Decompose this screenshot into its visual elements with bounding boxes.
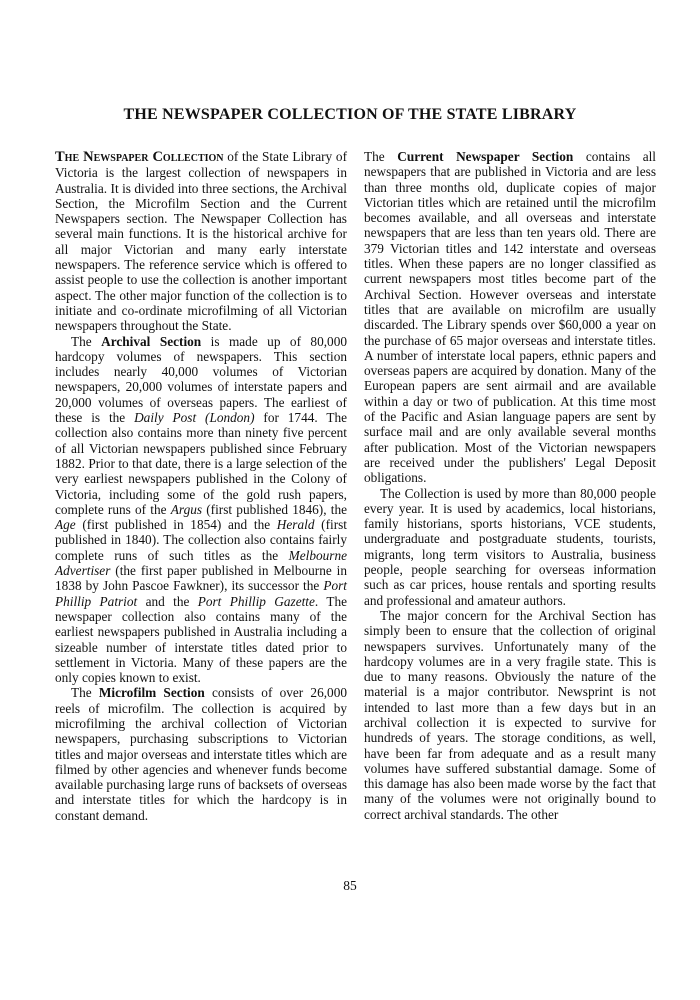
italic-title-melbourne-advertiser: Melbourne Advertiser [55,547,347,579]
text-run: . The newspaper collection also contains many of the earliest newspapers published in Australia including a sizeable number of interstate titles dated prior to settlement in Victoria. Many of these papers are the only copies known to exist. [55,593,347,686]
text-run: is made up of 80,000 hardcopy volumes of newspapers. This section includes nearly 40,000 volumes of Victorian newspapers, 20,000 volumes of interstate papers and 20,000 volumes of overseas papers. The earliest of these is the [55,333,348,426]
text-run: (first published 1846), the [202,501,347,517]
text-run: (first published in 1854) and the [75,517,277,533]
italic-title-argus: Argus [170,501,203,517]
italic-title-port-phillip-gazette: Port Phillip Gazette [197,593,315,609]
paragraph-collection-usage: The Collection is used by more than 80,000 people every year. It is used by academics, local historians, family historians, sports historians, VCE students, undergraduate and postgraduate students, tourists, migrants, long term visitors to Australia, business people, people searching for overseas information such as car prices, house rentals and sporting results and professional and amateur authors. [364,485,656,608]
page-title: THE NEWSPAPER COLLECTION OF THE STATE LIBRARY [123,106,577,123]
bold-term-microfilm-section: Microfilm Section [98,685,205,701]
paragraph-preservation-concern: The major concern for the Archival Section has simply been to ensure that the collection of original newspapers survives. Unfortunately many of the hardcopy volumes are in a very fragile state. This is due to many reasons. Obviously the nature of the material is a major contributor. Newsprint is not intended to last more than a few days but in an archival collection it is expected to survive for hundreds of years. The storage conditions, as well, have been far from adequate and as a result many volumes have suffered substantial damage. Some of this damage has also been made worse by the fact that many of the volumes were not originally bound to correct archival standards. The other [364,607,656,822]
lead-in-small-caps: The Newspaper Collection [55,149,224,165]
text-run: (first published in 1840). The collection also contains fairly complete runs of such titles as the [55,517,347,563]
italic-title-age: Age [55,517,76,533]
text-run: for 1744. The collection also contains more than ninety five percent of all Victorian newspapers published since February 1882. Prior to that date, there is a large selection of the very earliest newspapers published in the Colony of Victoria, including some of the gold rush papers, complete runs of the [55,410,348,517]
paragraph-archival-section [55,334,347,686]
right-column [364,149,656,822]
text-run: contains all newspapers that are published in Victoria and are less than three months old, duplicate copies of major Victorian titles which are retained until the microfilm becomes available, and all overseas and interstate newspapers that are less than ten years old. There are 379 Victorian titles and 142 interstate and overseas titles. When these papers are no longer classified as current newspapers most titles become part of the Archival Section. However overseas and interstate titles that are available on microfilm are usually discarded. The Library spends over $60,000 a year on the purchase of 65 major overseas and interstate titles. A number of interstate local papers, ethnic papers and overseas papers are acquired by donation. Many of the European papers are sent airmail and are available within a day or two of publication. At this time most of the Pacific and Asian language papers are sent by surface mail and are only available several months after publication. Most of the Victorian newspapers are received under the publishers' Legal Deposit obligations. [364,149,656,486]
text-run: The [364,149,398,164]
italic-title-daily-post: Daily Post (London) [134,410,255,426]
bold-term-current-newspaper-section: Current Newspaper Section [397,149,574,164]
text-run: and the [137,593,198,609]
italic-title-port-phillip-patriot: Port Phillip Patriot [55,578,347,609]
text-run: (the first paper published in Melbourne in 1838 by John Pascoe Fawkner), its successor the [55,563,347,594]
text-run: consists of over 26,000 reels of microfilm. The collection is acquired by microfilming the archival collection of Victorian newspapers, purchasing subscriptions to Victorian titles and major overseas and interstate titles which are filmed by other agencies and whenever funds become available purchasing large runs of backsets of overseas and interstate titles for which the hardcopy is in constant demand. [55,685,347,823]
text-run: The [71,333,102,349]
paragraph-microfilm-section [55,685,347,823]
italic-title-herald: Herald [276,517,315,533]
bold-term-archival-section: Archival Section [101,333,202,349]
paragraph-collection-overview [55,149,347,334]
paragraph-current-newspaper-section [364,149,656,486]
text-run: The [71,685,99,701]
left-column [55,149,347,823]
paragraph-text: of the State Library of Victoria is the largest collection of newspapers in Australia. It is divided into three sections, the Archival Section, the Microfilm Section and the Current Newspapers section. The Newspaper Collection has several main functions. It is the historical archive for all major Victorian and many early interstate newspapers. The reference service which is offered to assist people to use the collection is another important aspect. The other major function of the collection is to initiate and co-ordinate microfilming of all Victorian newspapers throughout the State. [55,149,348,334]
page-number: 85 [343,878,357,893]
